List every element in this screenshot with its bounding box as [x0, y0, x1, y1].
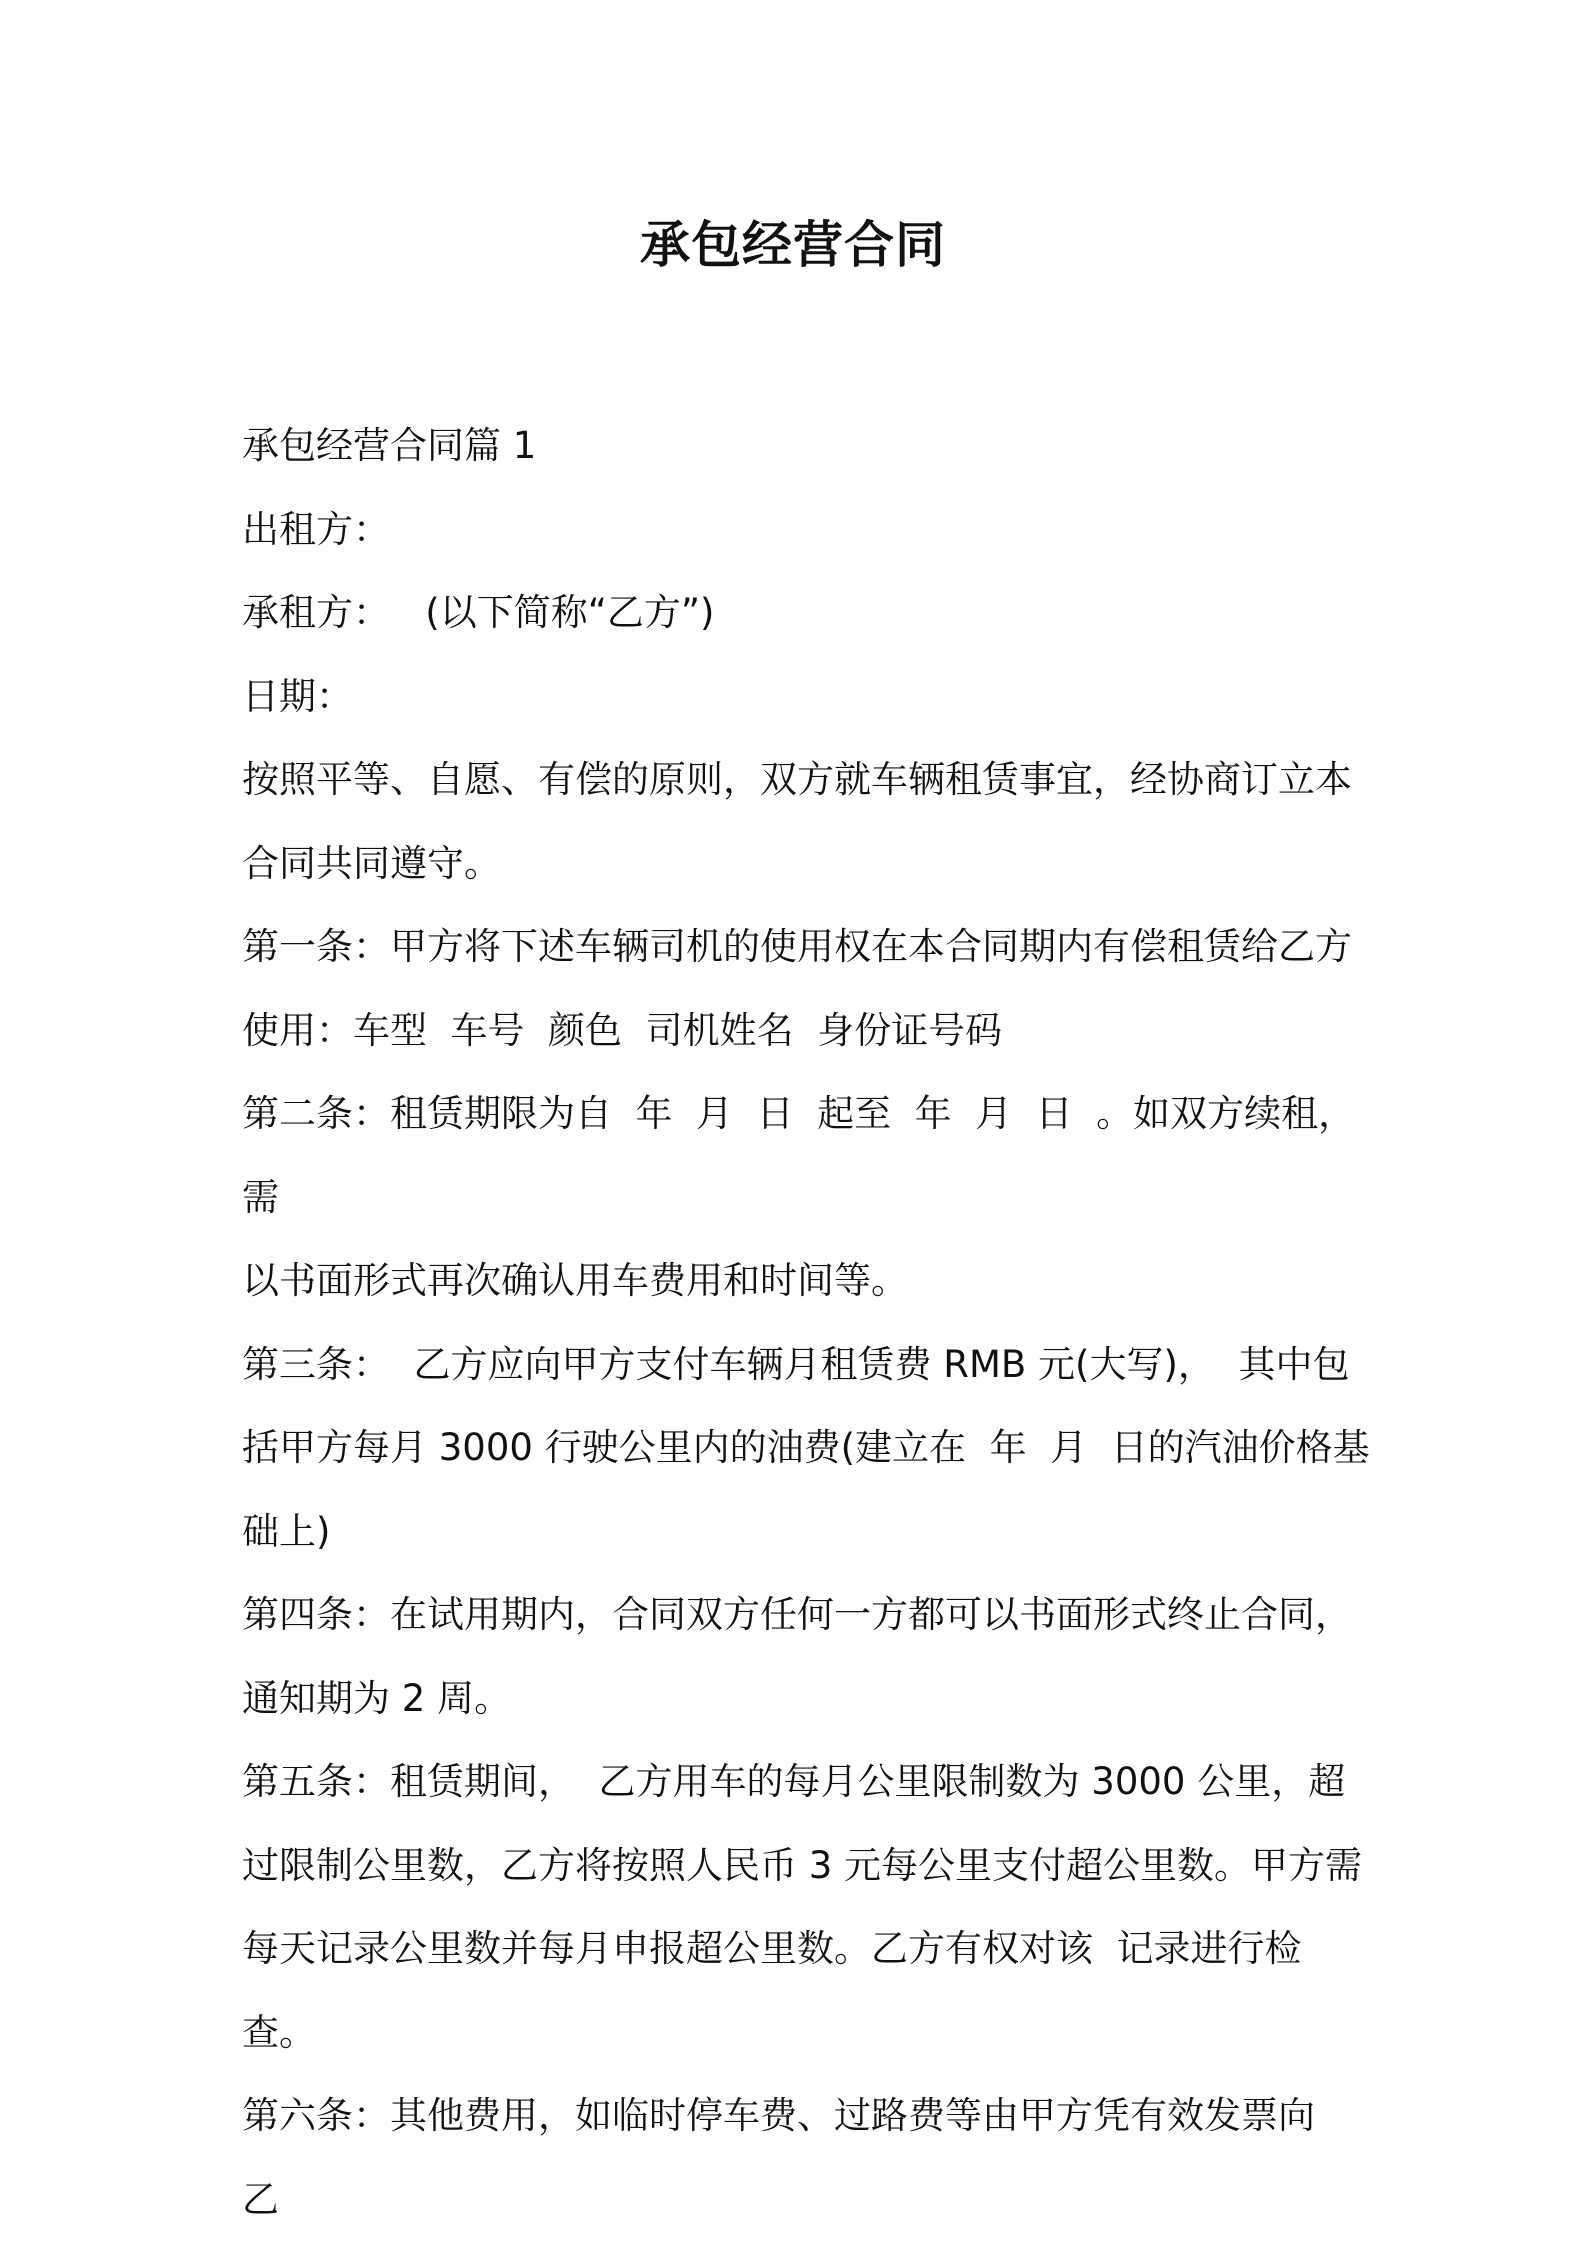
lessor-line: 出租方：: [242, 507, 390, 551]
document-title: 承包经营合同: [640, 216, 946, 274]
date-line: 日期：: [242, 674, 353, 718]
article-5-line: 过限制公里数，乙方将按照人民币 3 元每公里支付超公里数。甲方需: [242, 1843, 1363, 1887]
article-2-line: 以书面形式再次确认用车费用和时间等。: [242, 1259, 908, 1302]
article-1-line: 第一条：甲方将下述车辆司机的使用权在本合同期内有偿租赁给乙方: [242, 925, 1352, 968]
article-3-line: 础上): [242, 1509, 331, 1553]
article-4-line: 第四条：在试用期内，合同双方任何一方都可以书面形式终止合同，: [242, 1593, 1352, 1636]
lessee-line: 承租方： (以下简称“乙方”): [242, 591, 715, 634]
article-1-line: 使用：车型 车号 颜色 司机姓名 身份证号码: [242, 1008, 1003, 1052]
article-5-line: 第五条：租赁期间， 乙方用车的每月公里限制数为 3000 公里，超: [242, 1760, 1346, 1803]
article-6-line: 第六条：其他费用，如临时停车费、过路费等由甲方凭有效发票向 乙: [242, 2094, 1339, 2221]
body-line: 按照平等、自愿、有偿的原则，双方就车辆租赁事宜，经协商订立本: [242, 758, 1352, 801]
article-5-line: 每天记录公里数并每月申报超公里数。乙方有权对该 记录进行检查。: [242, 1927, 1302, 2054]
article-4-line: 通知期为 2 周。: [242, 1676, 512, 1720]
section-heading: 承包经营合同篇 1: [242, 424, 537, 467]
article-3-line: 第三条： 乙方应向甲方支付车辆月租赁费 RMB 元(大写)， 其中包: [242, 1342, 1350, 1386]
body-line: 合同共同遵守。: [242, 841, 501, 885]
document-body: [242, 404, 1372, 2241]
article-2-line: 第二条：租赁期限为自 年 月 日 起至 年 月 日 。如双方续租，需: [242, 1092, 1356, 1219]
article-3-line: 括甲方每月 3000 行驶公里内的油费(建立在 年 月 日的汽油价格基: [242, 1426, 1370, 1469]
